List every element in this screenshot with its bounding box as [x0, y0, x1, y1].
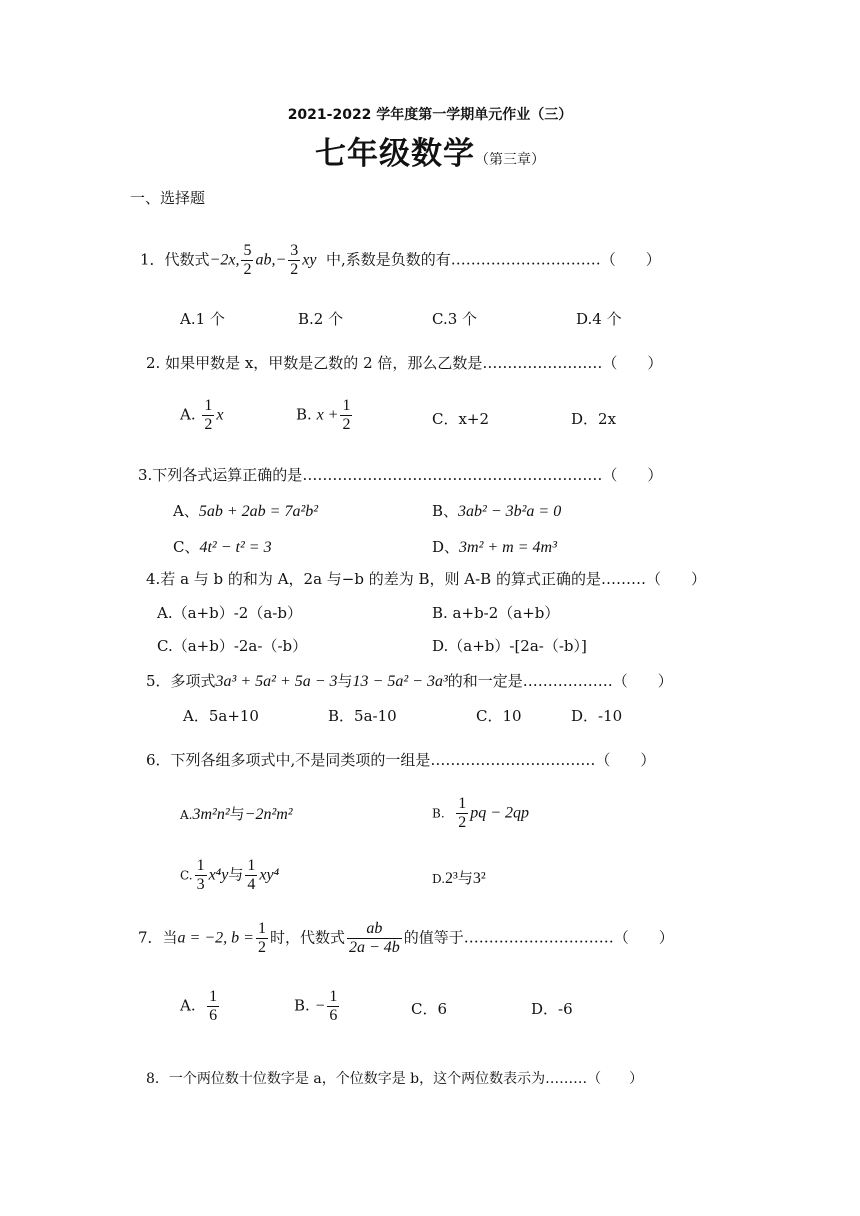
q7-option-d: D．-6 — [531, 1000, 573, 1018]
q6-option-b: B. $\frac{1}{2}$ pq − 2qp — [432, 795, 529, 831]
q4-option-b: B. a+b-2（a+b） — [432, 604, 560, 622]
question-8: 8．一个两位数十位数字是 a，个位数字是 b，这个两位数表示为………（ ） — [146, 1071, 644, 1087]
q3-option-a: A、5ab + 2ab = 7a²b² — [173, 502, 319, 520]
q1-option-a: A.1 个 — [180, 310, 225, 328]
q7-option-b: B. − $\frac{1}{6}$ — [294, 988, 338, 1024]
title-main: 七年级数学 — [315, 136, 475, 172]
question-1: 1．代数式−2x, $\frac{5}{2}$ ab,− $\frac{3}{2}$ xy 中,系数是负数的有…………………………（ ） — [140, 242, 661, 278]
q6-option-d: D.2³与3² — [432, 869, 486, 887]
q6-option-c: C. $\frac{1}{3}$ x⁴y与 $\frac{1}{4}$ xy⁴ — [180, 857, 280, 893]
page-title — [0, 128, 860, 173]
q4-option-d: D.（a+b）-[2a-（-b）] — [432, 637, 587, 655]
q3-option-b: B、3ab² − 3b²a = 0 — [432, 502, 562, 520]
q1-option-c: C.3 个 — [432, 310, 478, 328]
worksheet-header: 2021-2022 学年度第一学期单元作业（三） — [287, 107, 573, 123]
q5-option-a: A．5a+10 — [183, 707, 259, 725]
q1-option-b: B.2 个 — [298, 310, 344, 328]
q2-option-d: D．2x — [571, 410, 617, 428]
q5-option-d: D．-10 — [571, 707, 623, 725]
q7-option-c: C．6 — [411, 1000, 448, 1018]
q4-option-a: A.（a+b）-2（a-b） — [157, 604, 302, 622]
q7-option-a: A. $\frac{1}{6}$ — [180, 988, 218, 1024]
q4-option-c: C.（a+b）-2a-（-b） — [157, 637, 308, 655]
q5-option-b: B．5a-10 — [328, 707, 397, 725]
question-6: 6．下列各组多项式中,不是同类项的一组是……………………………（ ） — [146, 751, 656, 769]
q3-option-c: C、4t² − t² = 3 — [173, 538, 272, 556]
q2-option-a: A. $\frac{1}{2}$ x — [180, 397, 224, 433]
question-3: 3.下列各式运算正确的是……………………………………………………（ ） — [138, 466, 663, 484]
q3-option-d: D、3m² + m = 4m³ — [432, 538, 557, 556]
q5-option-c: C．10 — [476, 707, 522, 725]
question-2: 2. 如果甲数是 x，甲数是乙数的 2 倍，那么乙数是……………………（ ） — [146, 354, 663, 372]
q6-option-a: A.3m²n²与−2n²m² — [180, 805, 293, 823]
question-5: 5．多项式3a³ + 5a² + 5a − 3与13 − 5a² − 3a³的和一定是………………（ ） — [146, 672, 673, 690]
section-heading: 一、选择题 — [130, 189, 206, 207]
q2-option-b: B. x + $\frac{1}{2}$ — [296, 397, 351, 433]
question-4: 4.若 a 与 b 的和为 A，2a 与−b 的差为 B，则 A-B 的算式正确的是………（ ） — [146, 570, 706, 588]
q1-option-d: D.4 个 — [576, 310, 622, 328]
q2-option-c: C．x+2 — [432, 410, 490, 428]
question-7: 7．当a = −2, b = $\frac{1}{2}$ 时，代数式 $\frac{ab}{2a - 4b}$ 的值等于…………………………（ ） — [138, 920, 674, 956]
title-sub: （第三章） — [475, 152, 545, 168]
